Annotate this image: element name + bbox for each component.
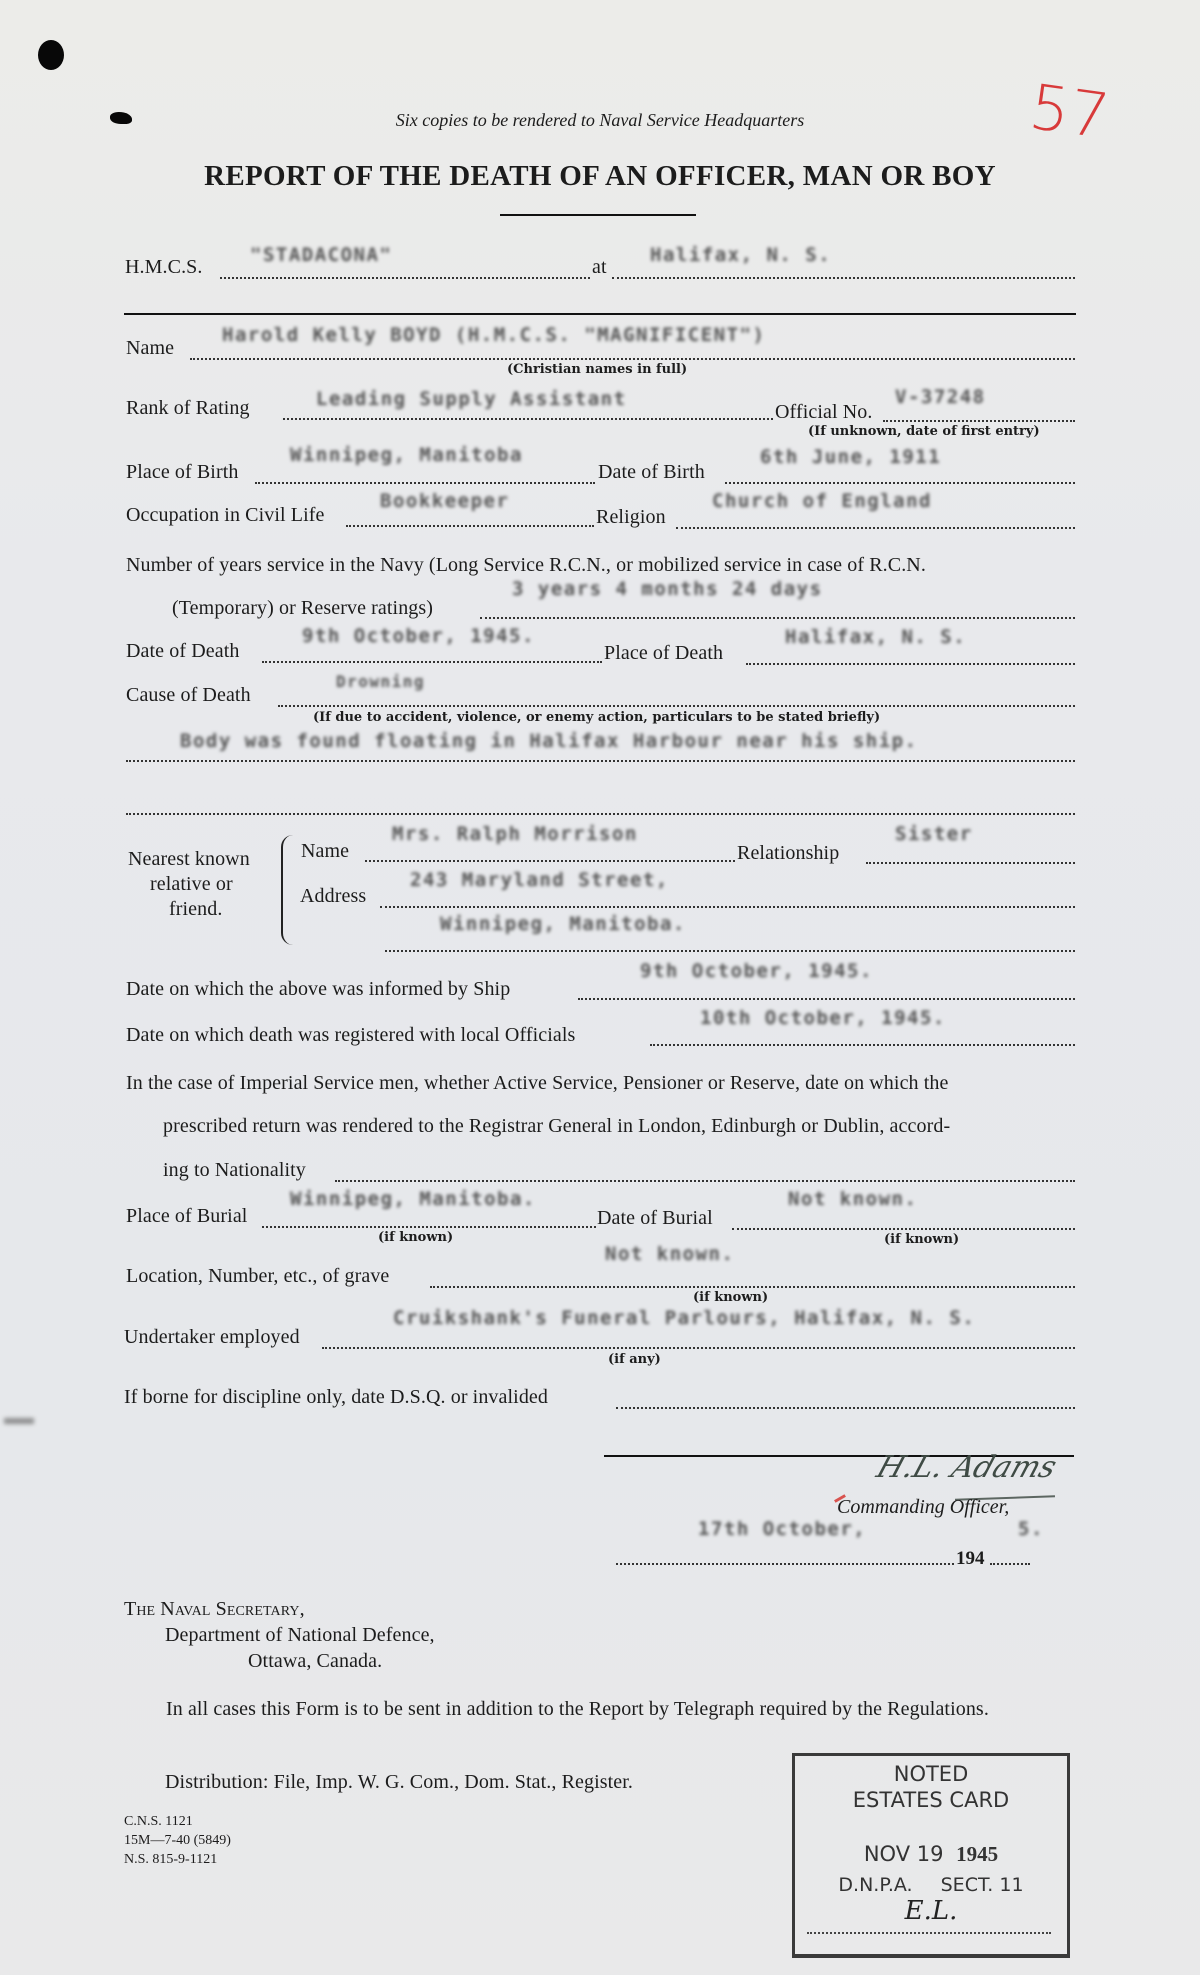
page-title: REPORT OF THE DEATH OF AN OFFICER, MAN OR BOY — [204, 160, 996, 192]
undertaker-field-line — [322, 1347, 1075, 1349]
distribution: Distribution: File, Imp. W. G. Com., Dom. Stat., Register. — [165, 1771, 634, 1793]
relative-address-line-1 — [380, 906, 1075, 908]
religion-label: Religion — [596, 506, 666, 528]
cause-field-line — [278, 705, 1075, 707]
registered-value: 10th October, 1945. — [700, 1007, 946, 1029]
undertaker-value: Cruikshank's Funeral Parlours, Halifax, N. S. — [393, 1307, 976, 1329]
relative-brace — [281, 835, 293, 945]
stamp-date: NOV 19 — [863, 1842, 944, 1866]
signature-date-field-line — [616, 1563, 954, 1565]
address-line-3: Ottawa, Canada. — [248, 1650, 383, 1672]
address-line-1: The Naval Secretary, — [124, 1598, 305, 1620]
imperial-field-line — [335, 1180, 1075, 1182]
death-place-label: Place of Death — [604, 642, 724, 664]
burial-place-hint: (if known) — [378, 1230, 454, 1245]
burial-place-value: Winnipeg, Manitoba. — [290, 1188, 536, 1210]
relative-address-value-2: Winnipeg, Manitoba. — [440, 913, 686, 935]
margin-mark: 57 — [1025, 69, 1114, 154]
occupation-field-line — [346, 525, 594, 527]
birth-date-label: Date of Birth — [598, 461, 705, 483]
ship-label: H.M.C.S. — [125, 256, 203, 278]
relative-group-label-2: relative or — [150, 873, 233, 895]
rank-label: Rank of Rating — [126, 397, 250, 419]
name-field-line — [190, 358, 1075, 360]
informed-label: Date on which the above was informed by Ship — [126, 978, 511, 1000]
death-date-value: 9th October, 1945. — [302, 625, 535, 647]
undertaker-hint: (if any) — [608, 1352, 661, 1367]
cause-hint: (If due to accident, violence, or enemy action, particulars to be stated briefly) — [313, 710, 881, 725]
grave-hint: (if known) — [693, 1290, 769, 1305]
address-line-2: Department of National Defence, — [165, 1624, 435, 1646]
signature-date-value: 17th October, — [698, 1518, 867, 1540]
informed-value: 9th October, 1945. — [640, 960, 873, 982]
service-label-2: (Temporary) or Reserve ratings) — [172, 597, 434, 619]
name-label: Name — [126, 337, 175, 359]
relationship-label: Relationship — [737, 842, 840, 864]
official-no-label: Official No. — [775, 401, 873, 423]
official-no-hint: (If unknown, date of first entry) — [808, 424, 1040, 439]
form-code-1: C.N.S. 1121 — [124, 1814, 193, 1829]
death-date-label: Date of Death — [126, 640, 240, 662]
rank-field-line — [283, 418, 773, 420]
death-place-field-line — [746, 663, 1075, 665]
burial-date-field-line — [732, 1228, 1075, 1230]
service-value: 3 years 4 months 24 days — [512, 578, 823, 600]
at-label: at — [592, 256, 607, 278]
relationship-value: Sister — [895, 823, 973, 845]
stamp-dept-row — [795, 1874, 1067, 1896]
ship-value: "STADACONA" — [250, 244, 393, 266]
official-no-value: V-37248 — [895, 386, 986, 408]
ink-smudge — [4, 1418, 34, 1424]
ship-field-line — [220, 277, 590, 279]
religion-value: Church of England — [712, 490, 932, 512]
birth-date-value: 6th June, 1911 — [760, 446, 942, 468]
stamp-line-1: NOTED — [893, 1762, 969, 1786]
service-field-line — [480, 617, 1075, 619]
relative-name-value: Mrs. Ralph Morrison — [392, 823, 638, 845]
imperial-line-3: ing to Nationality — [163, 1159, 306, 1181]
occupation-value: Bookkeeper — [380, 490, 510, 512]
relative-address-value-1: 243 Maryland Street, — [410, 869, 669, 891]
name-hint: (Christian names in full) — [507, 362, 688, 377]
at-field-line — [612, 277, 1075, 279]
imperial-line-2: prescribed return was rendered to the Registrar General in London, Edinburgh or Dublin, accord- — [163, 1115, 951, 1137]
service-label-1: Number of years service in the Navy (Long Service R.C.N., or mobilized service in case of R.C.N. — [126, 554, 926, 576]
signature: H.L. Adams — [872, 1450, 1061, 1485]
burial-place-field-line — [262, 1226, 596, 1228]
imperial-line-1: In the case of Imperial Service men, whether Active Service, Pensioner or Reserve, date on which the — [126, 1072, 949, 1094]
cause-line-3 — [126, 813, 1075, 815]
cause-label: Cause of Death — [126, 684, 251, 706]
section-rule — [124, 313, 1076, 315]
relationship-field-line — [866, 862, 1075, 864]
grave-value: Not known. — [605, 1243, 735, 1265]
stamp-dept: D.N.P.A. — [838, 1874, 913, 1896]
stamp-line-2: ESTATES CARD — [852, 1788, 1010, 1812]
at-value: Halifax, N. S. — [650, 244, 832, 266]
rank-value: Leading Supply Assistant — [316, 388, 627, 410]
form-notice — [124, 1700, 1072, 1719]
stamp-year: 1945 — [956, 1842, 999, 1866]
cause-value: Drowning — [336, 672, 426, 691]
form-code-3: N.S. 815-9-1121 — [124, 1852, 218, 1867]
death-date-field-line — [262, 661, 602, 663]
cause-line-2 — [126, 760, 1075, 762]
relative-group-label-1: Nearest known — [128, 848, 250, 870]
birth-date-field-line — [725, 482, 1075, 484]
signature-year-prefix: 194 — [956, 1548, 985, 1569]
grave-label: Location, Number, etc., of grave — [126, 1265, 390, 1287]
informed-field-line — [578, 998, 1075, 1000]
relative-group-label-3: friend. — [169, 898, 223, 920]
stamp-date-row — [795, 1842, 1067, 1867]
signature-year-suffix-value: 5. — [1018, 1518, 1044, 1540]
title-rule — [500, 214, 696, 216]
burial-place-label: Place of Burial — [126, 1205, 248, 1227]
stamp-initials-line — [807, 1932, 1051, 1934]
grave-field-line — [430, 1286, 1075, 1288]
death-place-value: Halifax, N. S. — [785, 626, 967, 648]
religion-field-line — [676, 527, 1075, 529]
registered-label: Date on which death was registered with local Officials — [126, 1024, 576, 1046]
birth-place-label: Place of Birth — [126, 461, 239, 483]
form-notice-text: In all cases this Form is to be sent in addition to the Report by Telegraph required by the Regulations. — [166, 1698, 989, 1720]
birth-place-value: Winnipeg, Manitoba — [290, 444, 523, 466]
relative-address-line-2 — [385, 950, 1075, 952]
name-value: Harold Kelly BOYD (H.M.C.S. "MAGNIFICENT") — [222, 324, 766, 346]
official-no-field-line — [883, 420, 1075, 422]
undertaker-label: Undertaker employed — [124, 1326, 300, 1348]
occupation-label: Occupation in Civil Life — [126, 504, 325, 526]
discipline-label: If borne for discipline only, date D.S.Q. or invalided — [124, 1386, 549, 1408]
punch-hole — [38, 40, 64, 70]
cause-particulars: Body was found floating in Halifax Harbour near his ship. — [180, 730, 918, 752]
form-code-2: 15M—7-40 (5849) — [124, 1833, 231, 1848]
signature-role: Commanding Officer, — [837, 1496, 1010, 1518]
signature-year-field-line — [990, 1563, 1030, 1565]
discipline-field-line — [616, 1407, 1075, 1409]
relative-name-field-line — [365, 860, 735, 862]
burial-date-value: Not known. — [788, 1188, 918, 1210]
header-note: Six copies to be rendered to Naval Service Headquarters — [395, 110, 805, 130]
burial-date-hint: (if known) — [884, 1232, 960, 1247]
birth-place-field-line — [255, 482, 595, 484]
stamp-section: SECT. 11 — [940, 1874, 1024, 1896]
stamp-initials: E.L. — [904, 1896, 958, 1926]
relative-address-label: Address — [300, 885, 367, 907]
registered-field-line — [650, 1044, 1075, 1046]
burial-date-label: Date of Burial — [597, 1207, 713, 1229]
estates-card-stamp — [792, 1753, 1070, 1958]
relative-name-label: Name — [301, 840, 350, 862]
